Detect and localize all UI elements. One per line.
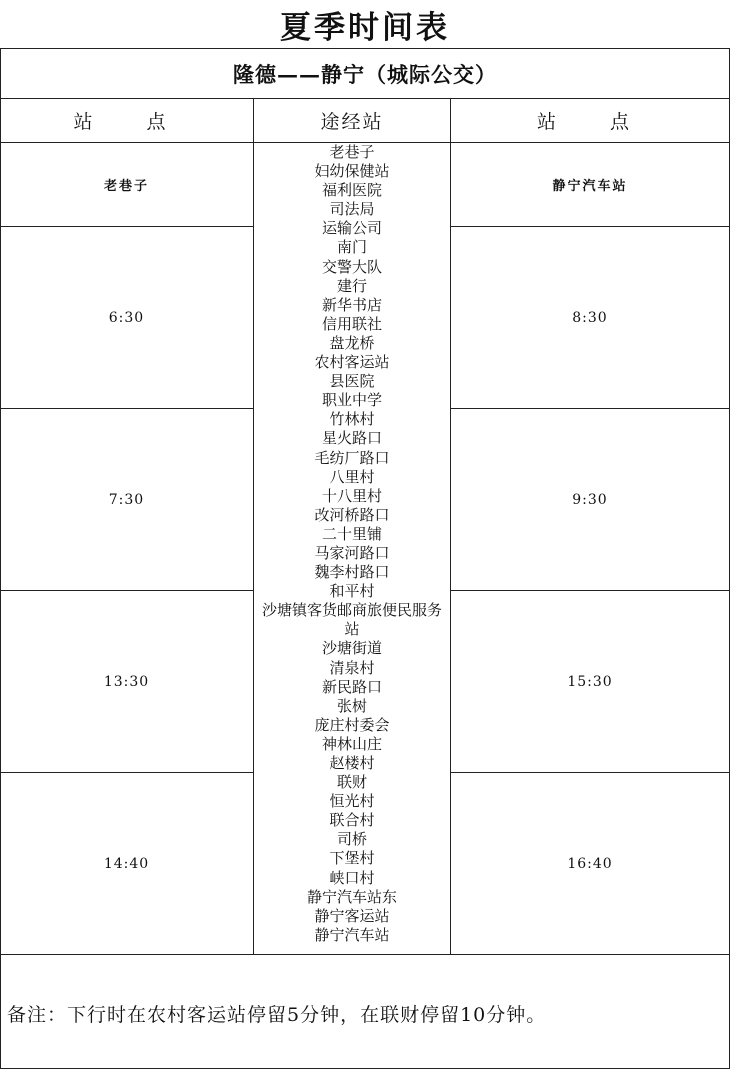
stop-item: 盘龙桥 — [329, 333, 375, 352]
footnote: 备注：下行时在农村客运站停留5分钟，在联财停留10分钟。 — [7, 1004, 547, 1026]
stop-item: 和平村 — [329, 582, 375, 601]
stop-item: 沙塘街道 — [321, 639, 382, 658]
stop-item: 司桥 — [336, 830, 367, 849]
stop-item: 农村客运站 — [314, 353, 390, 372]
stop-item: 峡口村 — [329, 868, 375, 887]
departure-time: 7:30 — [108, 491, 145, 508]
stop-item: 下堡村 — [329, 849, 375, 868]
stop-item: 新华书店 — [321, 295, 382, 314]
stop-item: 静宁汽车站 — [314, 925, 390, 944]
stop-item: 职业中学 — [321, 391, 382, 410]
destination-station: 静宁汽车站 — [552, 179, 628, 194]
stop-item: 庞庄村委会 — [314, 715, 390, 734]
stop-item: 竹林村 — [329, 410, 375, 429]
header-destination-station: 站 点 — [536, 111, 644, 133]
stop-item: 站 — [344, 620, 360, 639]
stop-item: 八里村 — [329, 467, 375, 486]
stop-item: 神林山庄 — [321, 734, 382, 753]
arrival-time: 15:30 — [567, 673, 613, 690]
stop-item: 司法局 — [329, 200, 375, 219]
stop-item: 交警大队 — [321, 257, 382, 276]
stop-item: 建行 — [336, 276, 367, 295]
stop-item: 联合村 — [329, 811, 375, 830]
departure-time: 13:30 — [103, 673, 150, 690]
stop-item: 福利医院 — [321, 181, 382, 200]
stop-item: 信用联社 — [321, 314, 382, 333]
stop-item: 十八里村 — [321, 486, 382, 505]
route-name: 隆德——静宁（城际公交） — [233, 61, 497, 87]
stop-item: 张树 — [336, 696, 367, 715]
via-stops-list — [254, 143, 450, 945]
page-title: 夏季时间表 — [280, 9, 450, 46]
arrival-time: 9:30 — [572, 491, 608, 508]
stop-item: 老巷子 — [329, 143, 375, 161]
table-bottom-line — [0, 954, 730, 955]
arrival-time: 8:30 — [572, 309, 608, 326]
stop-item: 毛纺厂路口 — [314, 448, 390, 467]
stop-item: 星火路口 — [321, 429, 382, 448]
stop-item: 静宁汽车站东 — [306, 887, 397, 906]
stop-item: 新民路口 — [321, 677, 382, 696]
stop-item: 恒光村 — [329, 792, 375, 811]
header-origin-station: 站 点 — [73, 111, 180, 133]
stop-item: 马家河路口 — [314, 543, 390, 562]
stop-item: 清泉村 — [329, 658, 375, 677]
arrival-time: 16:40 — [567, 855, 613, 872]
stop-item: 赵楼村 — [329, 754, 375, 772]
header-via-stops: 途经站 — [320, 111, 384, 133]
stop-item: 改河桥路口 — [314, 505, 390, 524]
departure-time: 14:40 — [103, 855, 150, 872]
stop-item: 运输公司 — [321, 219, 382, 238]
stop-item: 县医院 — [329, 372, 375, 391]
stop-item: 南门 — [336, 238, 367, 257]
stop-item: 妇幼保健站 — [314, 162, 390, 181]
stop-item: 沙塘镇客货邮商旅便民服务 — [261, 601, 442, 620]
stop-item: 联财 — [336, 773, 367, 792]
origin-station: 老巷子 — [103, 179, 149, 194]
stop-item: 静宁客运站 — [314, 906, 390, 925]
departure-time: 6:30 — [108, 309, 145, 326]
stop-item: 二十里铺 — [321, 524, 382, 543]
stop-item: 魏李村路口 — [314, 563, 390, 582]
